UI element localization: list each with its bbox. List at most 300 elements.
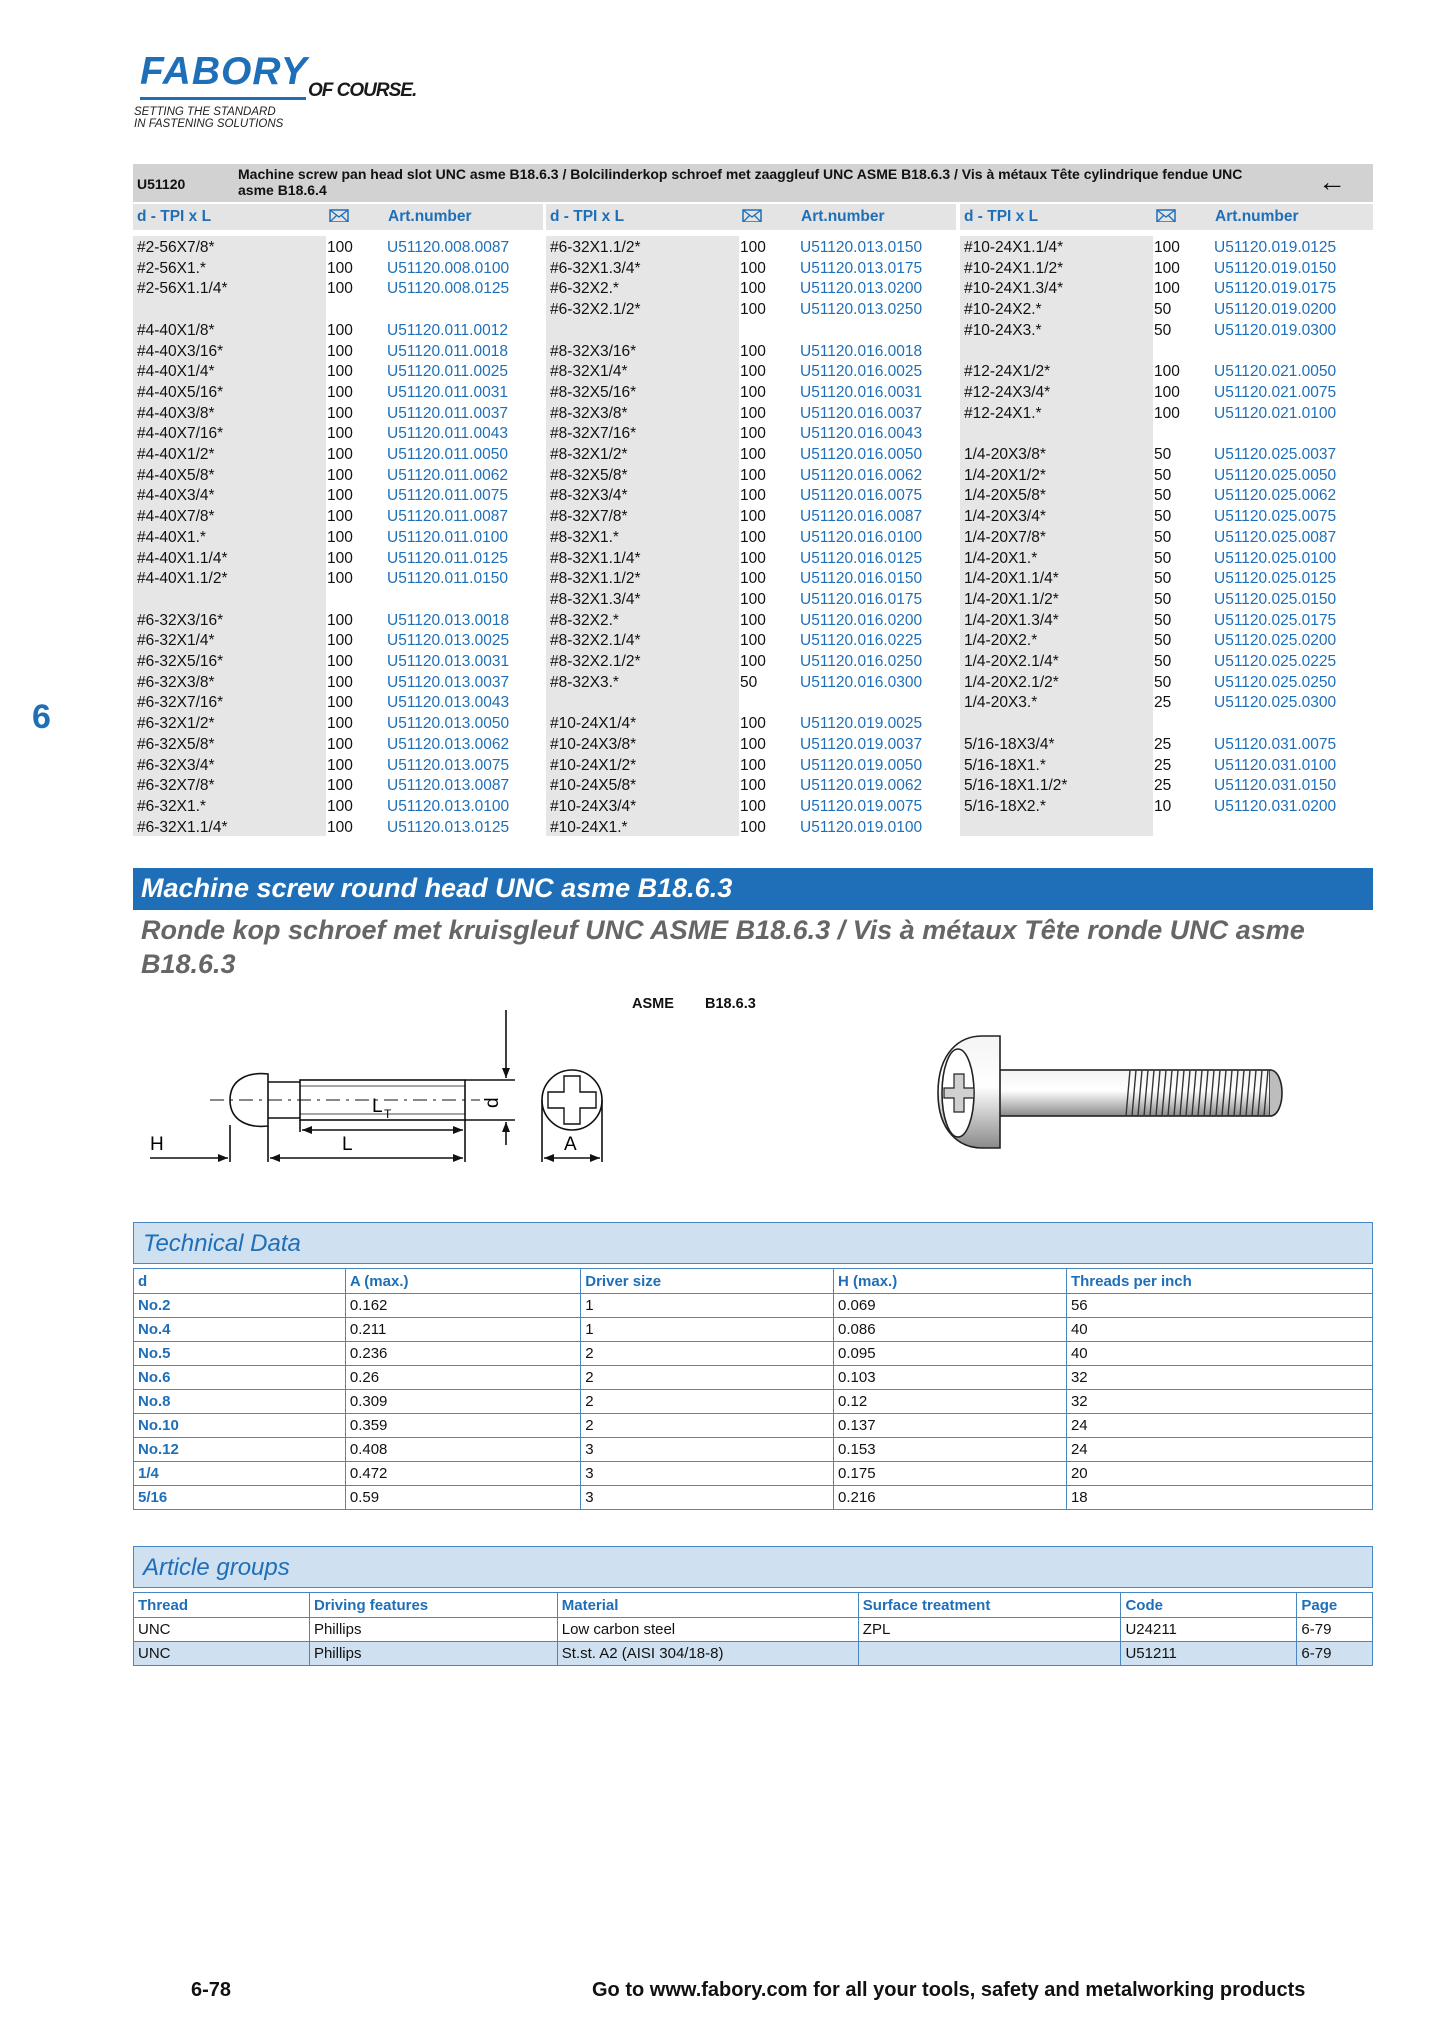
product-dimension: #10-24X1.3/4*: [964, 280, 1064, 298]
article-number[interactable]: U51120.011.0100: [387, 528, 508, 546]
tech-cell: 3: [581, 1438, 834, 1462]
article-number[interactable]: U51120.013.0025: [387, 632, 510, 650]
package-quantity: 50: [1154, 549, 1172, 567]
article-number[interactable]: U51120.008.0100: [387, 259, 510, 277]
product-dimension: #8-32X3/4*: [550, 487, 628, 505]
package-quantity: 50: [1154, 508, 1172, 526]
article-number[interactable]: U51120.011.0043: [387, 425, 508, 443]
article-cell: [858, 1642, 1121, 1666]
article-number[interactable]: U51120.025.0175: [1214, 611, 1337, 629]
dim-label-lt-sub: T: [384, 1107, 392, 1121]
product-dimension: #4-40X3/4*: [137, 487, 215, 505]
package-quantity: 100: [740, 797, 766, 815]
package-quantity: 100: [327, 446, 353, 463]
package-quantity: 50: [1154, 590, 1172, 608]
tech-cell: 0.359: [345, 1414, 580, 1438]
product-dimension: #8-32X1.*: [550, 528, 619, 546]
product-dimension: #6-32X5/8*: [137, 735, 215, 753]
tech-cell: 0.211: [345, 1318, 580, 1342]
slogan-line-2: IN FASTENING SOLUTIONS: [134, 118, 284, 130]
tech-cell: 2: [581, 1342, 834, 1366]
package-quantity-icon: [329, 209, 349, 222]
article-number[interactable]: U51120.016.0043: [800, 425, 923, 443]
product-dimension: 1/4-20X2.1/2*: [964, 673, 1059, 691]
table-row: [134, 1486, 1373, 1510]
package-quantity: 100: [740, 508, 766, 526]
product-dimension: #4-40X3/16*: [137, 342, 224, 360]
section-title: Machine screw round head UNC asme B18.6.3: [141, 873, 733, 903]
article-groups-header: [133, 1546, 1373, 1588]
package-quantity: 100: [327, 404, 353, 422]
article-number[interactable]: U51120.025.0050: [1214, 466, 1337, 484]
package-quantity: 50: [1154, 466, 1172, 484]
product-dimension: #4-40X1/2*: [137, 446, 215, 463]
product-dimension: #10-24X3.*: [964, 321, 1042, 339]
article-header-cell: Material: [557, 1593, 858, 1618]
product-dimension: #12-24X1/2*: [964, 363, 1051, 381]
product-dimension: #6-32X1.1/4*: [137, 818, 228, 836]
product-dimension: #6-32X5/16*: [137, 653, 224, 670]
product-dimension: #4-40X1/4*: [137, 363, 215, 381]
product-dimension: #6-32X1/2*: [137, 715, 215, 733]
tech-cell: 0.236: [345, 1342, 580, 1366]
product-dimension: #6-32X1/4*: [137, 632, 215, 650]
tech-cell: 5/16: [134, 1486, 346, 1510]
package-quantity-icon: [742, 209, 762, 222]
article-number[interactable]: U51120.016.0062: [800, 466, 923, 484]
package-quantity: 100: [740, 383, 766, 401]
product-dimension: 5/16-18X1.1/2*: [964, 777, 1068, 795]
product-dimension: #8-32X1.3/4*: [550, 590, 641, 608]
package-quantity: 100: [740, 777, 766, 795]
product-dimension: #4-40X1/8*: [137, 321, 215, 339]
tech-cell: 24: [1066, 1414, 1372, 1438]
article-cell: Phillips: [309, 1642, 557, 1666]
package-quantity: 50: [1154, 611, 1172, 629]
article-number[interactable]: U51120.008.0125: [387, 280, 510, 298]
article-number[interactable]: U51120.016.0037: [800, 404, 923, 422]
article-number[interactable]: U51120.025.0150: [1214, 590, 1337, 608]
article-number[interactable]: U51120.025.0225: [1214, 653, 1337, 670]
column-label-dimension: d - TPI x L: [550, 208, 625, 225]
footer-text: Go to www.fabory.com for all your tools, safety and metalworking products: [592, 1979, 1306, 2001]
product-dimension: #6-32X7/8*: [137, 777, 215, 795]
article-number[interactable]: U51120.025.0037: [1214, 446, 1337, 463]
tech-cell: 0.59: [345, 1486, 580, 1510]
article-number[interactable]: U51120.019.0050: [800, 756, 923, 774]
product-dimension: #10-24X3/4*: [550, 797, 637, 815]
package-quantity: 100: [327, 528, 353, 546]
package-quantity: 100: [327, 342, 353, 360]
product-dimension: #4-40X7/8*: [137, 508, 215, 526]
package-quantity: 100: [327, 632, 353, 650]
slogan-line-1: SETTING THE STANDARD: [134, 106, 276, 118]
product-dimension: 1/4-20X1/2*: [964, 466, 1046, 484]
article-number[interactable]: U51120.013.0018: [387, 611, 510, 629]
package-quantity: 100: [327, 321, 353, 339]
product-dimension: #8-32X7/8*: [550, 508, 628, 526]
product-dimension: #10-24X2.*: [964, 301, 1042, 319]
article-number[interactable]: U51120.025.0075: [1214, 508, 1337, 526]
package-quantity: 100: [740, 342, 766, 360]
package-quantity: 100: [1154, 239, 1180, 256]
article-number[interactable]: U51120.016.0225: [800, 632, 923, 650]
tech-cell: 3: [581, 1462, 834, 1486]
product-dimension: 1/4-20X5/8*: [964, 487, 1046, 505]
article-number[interactable]: U51120.013.0250: [800, 301, 923, 319]
product-dimension: #6-32X1.1/2*: [550, 239, 641, 256]
product-dimension: #8-32X1/2*: [550, 446, 628, 463]
article-number[interactable]: U51120.021.0075: [1214, 383, 1337, 401]
package-quantity: 100: [1154, 259, 1180, 277]
table-row: [134, 1414, 1373, 1438]
tech-cell: 24: [1066, 1438, 1372, 1462]
table-row: [134, 1366, 1373, 1390]
tech-cell: No.6: [134, 1366, 346, 1390]
product-dimension: #6-32X1.*: [137, 797, 206, 815]
package-quantity: 100: [327, 259, 353, 277]
article-number[interactable]: U51120.019.0062: [800, 777, 923, 795]
article-number[interactable]: U51120.013.0050: [387, 715, 510, 733]
tech-cell: 0.069: [834, 1294, 1067, 1318]
tech-cell: No.2: [134, 1294, 346, 1318]
tech-header-cell: H (max.): [834, 1269, 1067, 1294]
tech-cell: No.10: [134, 1414, 346, 1438]
package-quantity: 100: [740, 446, 766, 463]
tech-cell: 20: [1066, 1462, 1372, 1486]
package-quantity: 50: [1154, 321, 1172, 339]
dimension-drawing: [140, 1000, 620, 1170]
package-quantity: 100: [740, 590, 766, 608]
tech-cell: 0.408: [345, 1438, 580, 1462]
article-number[interactable]: U51120.011.0087: [387, 508, 508, 526]
tech-cell: 1/4: [134, 1462, 346, 1486]
article-number[interactable]: U51120.013.0075: [387, 756, 510, 774]
product-dimension: 1/4-20X2.1/4*: [964, 653, 1059, 670]
package-quantity: 100: [740, 611, 766, 629]
product-dimension: #6-32X1.3/4*: [550, 259, 641, 277]
article-number[interactable]: U51120.025.0300: [1214, 694, 1337, 712]
tech-cell: 2: [581, 1390, 834, 1414]
product-dimension: #8-32X2.1/4*: [550, 632, 641, 650]
package-quantity: 100: [740, 466, 766, 484]
package-quantity: 100: [327, 797, 353, 815]
product-dimension: #2-56X1.1/4*: [137, 280, 228, 298]
package-quantity: 100: [327, 487, 353, 505]
product-dimension: #4-40X3/8*: [137, 404, 215, 422]
product-dimension: #10-24X1.*: [550, 818, 628, 836]
product-dimension: #6-32X7/16*: [137, 694, 224, 712]
article-number[interactable]: U51120.013.0043: [387, 694, 510, 712]
package-quantity: 100: [1154, 383, 1180, 401]
product-dimension: #8-32X7/16*: [550, 425, 637, 443]
product-dimension: 1/4-20X1.3/4*: [964, 611, 1059, 629]
tech-cell: 0.153: [834, 1438, 1067, 1462]
standard-label: ASME: [632, 996, 674, 1012]
package-quantity: 100: [740, 280, 766, 298]
article-number[interactable]: U51120.011.0031: [387, 383, 508, 401]
article-number[interactable]: U51120.013.0087: [387, 777, 510, 795]
technical-data-title: Technical Data: [143, 1230, 301, 1257]
package-quantity: 100: [740, 715, 766, 733]
article-header-cell: Surface treatment: [858, 1593, 1121, 1618]
article-number[interactable]: U51120.008.0087: [387, 239, 510, 256]
article-number[interactable]: U51120.031.0100: [1214, 756, 1337, 774]
table-row[interactable]: [134, 1618, 1373, 1642]
article-number[interactable]: U51120.013.0100: [387, 797, 510, 815]
article-number[interactable]: U51120.025.0125: [1214, 570, 1337, 588]
product-dimension: #8-32X2.*: [550, 611, 619, 629]
product-dimension: 5/16-18X1.*: [964, 756, 1046, 774]
article-number[interactable]: U51120.011.0050: [387, 446, 508, 463]
package-quantity: 100: [740, 632, 766, 650]
standard-value: B18.6.3: [705, 996, 756, 1012]
package-quantity: 100: [327, 508, 353, 526]
article-number[interactable]: U51120.031.0075: [1214, 735, 1337, 753]
chapter-number: 6: [32, 698, 51, 736]
technical-data-table: [133, 1268, 1373, 1510]
package-quantity: 100: [740, 301, 766, 319]
package-quantity: 100: [327, 673, 353, 691]
article-number[interactable]: U51120.019.0100: [800, 818, 923, 836]
product-dimension: 1/4-20X3.*: [964, 694, 1038, 712]
package-quantity: 50: [1154, 446, 1172, 463]
article-number[interactable]: U51120.013.0031: [387, 653, 510, 670]
column-label-art-number: Art.number: [388, 208, 472, 225]
article-number[interactable]: U51120.025.0250: [1214, 673, 1337, 691]
tech-cell: 0.12: [834, 1390, 1067, 1414]
package-quantity: 100: [740, 818, 766, 836]
article-header-cell: Code: [1121, 1593, 1297, 1618]
package-quantity: 100: [740, 756, 766, 774]
article-number[interactable]: U51120.016.0087: [800, 508, 923, 526]
product-dimension: #10-24X1/2*: [550, 756, 637, 774]
package-quantity: 50: [1154, 487, 1172, 505]
product-dimension: 1/4-20X3/4*: [964, 508, 1046, 526]
package-quantity: 100: [327, 653, 353, 670]
article-number[interactable]: U51120.016.0125: [800, 549, 923, 567]
product-dimension: #8-32X1/4*: [550, 363, 628, 381]
product-dimension: #8-32X1.1/2*: [550, 570, 641, 588]
product-dimension: #8-32X2.1/2*: [550, 653, 641, 670]
tech-header-cell: Threads per inch: [1066, 1269, 1372, 1294]
product-dimension: 1/4-20X1.1/4*: [964, 570, 1059, 588]
article-number[interactable]: U51120.013.0062: [387, 735, 510, 753]
dim-label-a: A: [564, 1134, 577, 1155]
article-number[interactable]: U51120.025.0087: [1214, 528, 1337, 546]
product-dimension: #10-24X1.1/4*: [964, 239, 1064, 256]
product-code: U51120: [137, 176, 186, 192]
article-header-cell: Page: [1297, 1593, 1373, 1618]
article-number[interactable]: U51120.031.0200: [1214, 797, 1337, 815]
dim-label-l: L: [342, 1134, 353, 1155]
package-quantity: 50: [1154, 570, 1172, 588]
article-number[interactable]: U51120.021.0100: [1214, 404, 1337, 422]
package-quantity: 100: [740, 487, 766, 505]
article-number[interactable]: U51120.019.0175: [1214, 280, 1337, 298]
package-quantity: 50: [740, 673, 758, 691]
article-cell: U24211: [1121, 1618, 1297, 1642]
tech-cell: 0.162: [345, 1294, 580, 1318]
article-number[interactable]: U51120.013.0150: [800, 239, 923, 256]
tech-header-cell: d: [134, 1269, 346, 1294]
package-quantity: 100: [1154, 363, 1180, 381]
article-number[interactable]: U51120.031.0150: [1214, 777, 1337, 795]
article-number[interactable]: U51120.013.0200: [800, 280, 923, 298]
product-dimension: #8-32X5/8*: [550, 466, 628, 484]
article-number[interactable]: U51120.013.0125: [387, 818, 510, 836]
article-cell: Phillips: [309, 1618, 557, 1642]
product-dimension: 1/4-20X3/8*: [964, 446, 1046, 463]
article-number[interactable]: U51120.016.0100: [800, 528, 923, 546]
page-number: 6-78: [191, 1979, 232, 2001]
article-number[interactable]: U51120.013.0175: [800, 259, 923, 277]
article-number[interactable]: U51120.011.0037: [387, 404, 508, 422]
tech-cell: 0.309: [345, 1390, 580, 1414]
tech-cell: 0.26: [345, 1366, 580, 1390]
article-number[interactable]: U51120.019.0300: [1214, 321, 1337, 339]
package-quantity: 100: [327, 694, 353, 712]
product-dimension: #8-32X3.*: [550, 673, 619, 691]
package-quantity: 100: [740, 239, 766, 256]
tech-cell: 1: [581, 1294, 834, 1318]
column-label-dimension: d - TPI x L: [137, 208, 212, 225]
product-dimension: 1/4-20X7/8*: [964, 528, 1046, 546]
article-number[interactable]: U51120.016.0300: [800, 673, 923, 691]
column-label-art-number: Art.number: [801, 208, 885, 225]
table-row: [134, 1390, 1373, 1414]
package-quantity: 100: [327, 735, 353, 753]
logo-underline: [140, 97, 306, 100]
package-quantity: 25: [1154, 735, 1172, 753]
article-number[interactable]: U51120.025.0100: [1214, 549, 1337, 567]
table-row: [134, 1294, 1373, 1318]
tech-cell: 0.086: [834, 1318, 1067, 1342]
article-number[interactable]: U51120.011.0012: [387, 321, 508, 339]
article-cell: UNC: [134, 1618, 310, 1642]
article-number[interactable]: U51120.019.0037: [800, 735, 923, 753]
tech-header-cell: A (max.): [345, 1269, 580, 1294]
tech-cell: 2: [581, 1366, 834, 1390]
table-row[interactable]: [134, 1642, 1373, 1666]
screw-product-image: [920, 1030, 1360, 1150]
article-number[interactable]: U51120.021.0050: [1214, 363, 1337, 381]
product-dimension: #6-32X2.1/2*: [550, 301, 641, 319]
article-number[interactable]: U51120.011.0018: [387, 342, 508, 360]
article-number[interactable]: U51120.016.0018: [800, 342, 923, 360]
product-dimension: #8-32X3/8*: [550, 404, 628, 422]
article-number[interactable]: U51120.016.0050: [800, 446, 923, 463]
tech-cell: 0.137: [834, 1414, 1067, 1438]
article-number[interactable]: U51120.016.0175: [800, 590, 923, 608]
package-quantity: 100: [740, 570, 766, 588]
article-number[interactable]: U51120.011.0075: [387, 487, 508, 505]
dim-label-d: d: [482, 1097, 503, 1108]
tech-cell: 1: [581, 1318, 834, 1342]
product-dimension: #12-24X3/4*: [964, 383, 1051, 401]
article-cell: U51211: [1121, 1642, 1297, 1666]
package-quantity: 100: [327, 466, 353, 484]
package-quantity: 100: [327, 549, 353, 567]
product-dimension: #6-32X3/16*: [137, 611, 224, 629]
product-dimension: 5/16-18X3/4*: [964, 735, 1055, 753]
package-quantity: 100: [327, 425, 353, 443]
dim-label-lt: L: [372, 1096, 383, 1117]
package-quantity: 25: [1154, 777, 1172, 795]
article-number[interactable]: U51120.013.0037: [387, 673, 510, 691]
article-number[interactable]: U51120.019.0150: [1214, 259, 1337, 277]
package-quantity: 25: [1154, 756, 1172, 774]
article-number[interactable]: U51120.019.0200: [1214, 301, 1337, 319]
product-dimension: #4-40X1.*: [137, 528, 206, 546]
package-quantity: 10: [1154, 797, 1172, 815]
product-dimension: #4-40X5/8*: [137, 466, 215, 484]
product-dimension: #8-32X3/16*: [550, 342, 637, 360]
tech-cell: 32: [1066, 1390, 1372, 1414]
article-header-cell: Thread: [134, 1593, 310, 1618]
article-number[interactable]: U51120.011.0025: [387, 363, 508, 381]
article-cell: 6-79: [1297, 1618, 1373, 1642]
product-dimension: #4-40X1.1/4*: [137, 549, 228, 567]
package-quantity: 100: [1154, 404, 1180, 422]
article-number[interactable]: U51120.011.0150: [387, 570, 508, 588]
article-number[interactable]: U51120.019.0025: [800, 715, 923, 733]
product-dimension: #6-32X3/8*: [137, 673, 215, 691]
tech-cell: 0.103: [834, 1366, 1067, 1390]
article-number[interactable]: U51120.011.0125: [387, 549, 508, 567]
article-number[interactable]: U51120.016.0200: [800, 611, 923, 629]
article-number[interactable]: U51120.016.0250: [800, 653, 923, 670]
package-quantity: 25: [1154, 694, 1172, 712]
article-number[interactable]: U51120.016.0025: [800, 363, 923, 381]
table-row: [134, 1438, 1373, 1462]
column-label-dimension: d - TPI x L: [964, 208, 1039, 225]
article-number[interactable]: U51120.025.0200: [1214, 632, 1337, 650]
product-description: Machine screw pan head slot UNC asme B18.6.3 / Bolcilinderkop schroef met zaaggleuf UNC ASME B18.6.3 / Vis à métaux Tête cylindrique fendue UNC asme B18.6.4: [238, 166, 1243, 198]
back-arrow-icon[interactable]: ←: [1318, 166, 1346, 197]
brand-tagline: OF COURSE.: [308, 80, 417, 101]
article-number[interactable]: U51120.019.0125: [1214, 239, 1337, 256]
article-number[interactable]: U51120.016.0075: [800, 487, 923, 505]
package-quantity: 100: [327, 715, 353, 733]
article-cell: ZPL: [858, 1618, 1121, 1642]
product-dimension: 1/4-20X1.*: [964, 549, 1038, 567]
article-number[interactable]: U51120.025.0062: [1214, 487, 1337, 505]
tech-cell: 56: [1066, 1294, 1372, 1318]
tech-cell: 0.216: [834, 1486, 1067, 1510]
article-number[interactable]: U51120.016.0031: [800, 383, 923, 401]
product-dimension: #8-32X5/16*: [550, 383, 637, 401]
package-quantity: 100: [740, 363, 766, 381]
package-quantity: 100: [327, 777, 353, 795]
package-quantity: 100: [327, 280, 353, 298]
tech-cell: 0.095: [834, 1342, 1067, 1366]
tech-cell: 18: [1066, 1486, 1372, 1510]
article-cell: Low carbon steel: [557, 1618, 858, 1642]
tech-cell: 0.175: [834, 1462, 1067, 1486]
tech-header-cell: Driver size: [581, 1269, 834, 1294]
article-number[interactable]: U51120.019.0075: [800, 797, 923, 815]
article-cell: St.st. A2 (AISI 304/18-8): [557, 1642, 858, 1666]
package-quantity-icon: [1156, 209, 1176, 222]
product-dimension: #2-56X1.*: [137, 259, 206, 277]
article-number[interactable]: U51120.016.0150: [800, 570, 923, 588]
package-quantity: 50: [1154, 632, 1172, 650]
article-number[interactable]: U51120.011.0062: [387, 466, 508, 484]
table-row: [134, 1462, 1373, 1486]
package-quantity: 50: [1154, 301, 1172, 319]
column-label-art-number: Art.number: [1215, 208, 1299, 225]
